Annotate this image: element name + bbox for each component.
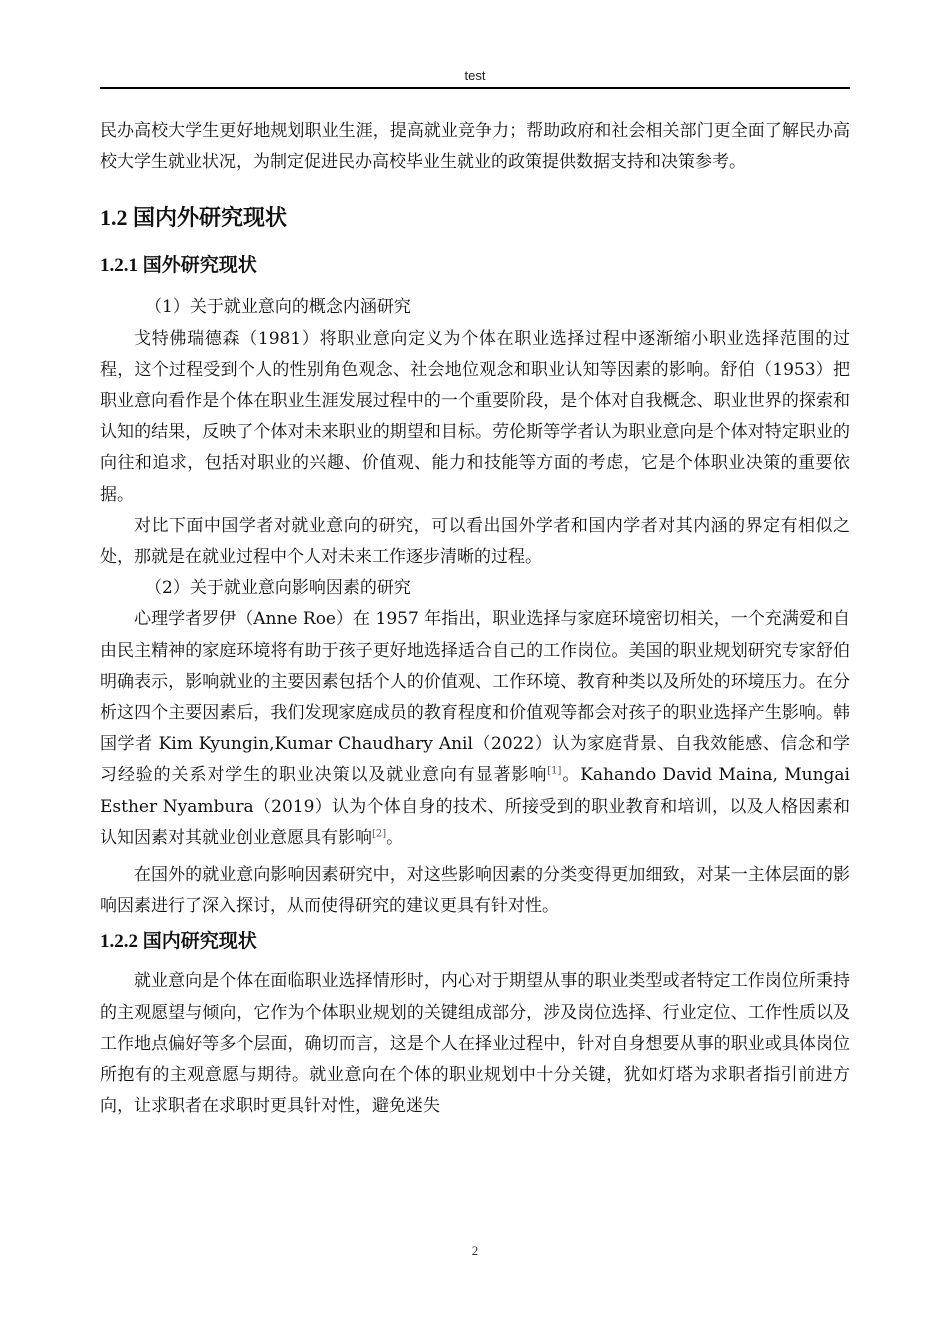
page-number: 2 xyxy=(471,1243,479,1258)
paragraph-concept: 戈特佛瑞德森（1981）将职业意向定义为个体在职业选择过程中逐渐缩小职业选择范围的过程，这个过程受到个人的性别角色观念、社会地位观念和职业认知等因素的影响。舒伯（1953）把职业意向看作是个体在职业生涯发展过程中的一个重要阶段，是个体对自我概念、职业世界的探索和认知的结果，反映了个体对未来职业的期望和目标。劳伦斯等学者认为职业意向是个体对特定职业的向往和追求，包括对职业的兴趣、价值观、能力和技能等方面的考虑，它是个体职业决策的重要依据。 xyxy=(100,328,850,505)
intro-paragraph: 民办高校大学生更好地规划职业生涯，提高就业竞争力；帮助政府和社会相关部门更全面了解民办高校大学生就业状况，为制定促进民办高校毕业生就业的政策提供数据支持和决策参考。 xyxy=(100,121,850,173)
paragraph-factors xyxy=(100,604,850,854)
paragraph-domestic: 就业意向是个体在面临职业选择情形时，内心对于期望从事的职业类型或者特定工作岗位所秉持的主观愿望与倾向，它作为个体职业规划的关键组成部分，涉及岗位选择、行业定位、工作性质以及工作地点偏好等多个层面，确切而言，这是个人在择业过程中，针对自身想要从事的职业或具体岗位所抱有的主观意愿与期待。就业意向在个体的职业规划中十分关键，犹如灯塔为求职者指引前进方向，让求职者在求职时更具针对性，避免迷失 xyxy=(100,971,850,1117)
section-heading: 1.2 国内外研究现状 xyxy=(100,205,288,231)
paragraph-comparison: 对比下面中国学者对就业意向的研究，可以看出国外学者和国内学者对其内涵的界定有相似之处，那就是在就业过程中个人对未来工作逐步清晰的过程。 xyxy=(100,515,850,568)
citation-2: [2] xyxy=(372,828,387,840)
sub-heading-factors: （2）关于就业意向影响因素的研究 xyxy=(145,578,411,599)
subsection-heading-foreign: 1.2.1 国外研究现状 xyxy=(100,255,257,277)
paragraph-factors-part1: 心理学者罗伊（Anne Roe）在 1957 年指出，职业选择与家庭环境密切相关，一个充满爱和自由民主精神的家庭环境将有助于孩子更好地选择适合自己的工作岗位。美国的职业规划研究专家舒伯明确表示，影响就业的主要因素包括个人的价值观、工作环境、教育种类以及所处的环境压力。在分析这四个主要因素后，我们发现家庭成员的教育程度和价值观等都会对孩子的职业选择产生影响。韩国学者 Kim Kyungin,Kumar Chaudhary Anil（2022）认为家庭背景、自我效能感、信念和学习经验的关系对学生的职业决策以及就业意向有显著影响 xyxy=(100,609,850,786)
paragraph-summary: 在国外的就业意向影响因素研究中，对这些影响因素的分类变得更加细致，对某一主体层面的影响因素进行了深入探讨，从而使得研究的建议更具有针对性。 xyxy=(100,865,850,917)
paragraph-factors-part3: 。 xyxy=(386,827,404,848)
page-header: test xyxy=(464,68,486,83)
header-rule xyxy=(100,87,850,89)
citation-1: [1] xyxy=(547,765,562,777)
subsection-heading-domestic: 1.2.2 国内研究现状 xyxy=(100,931,257,953)
paragraph-factors-part2: 。Kahando David Maina, Mungai Esther Nyambura（2019）认为个体自身的技术、所接受到的职业教育和培训，以及人格因素和认知因素对其就业创业意愿具有影响 xyxy=(100,765,850,848)
sub-heading-concept: （1）关于就业意向的概念内涵研究 xyxy=(145,297,411,318)
document-body xyxy=(100,116,850,1122)
